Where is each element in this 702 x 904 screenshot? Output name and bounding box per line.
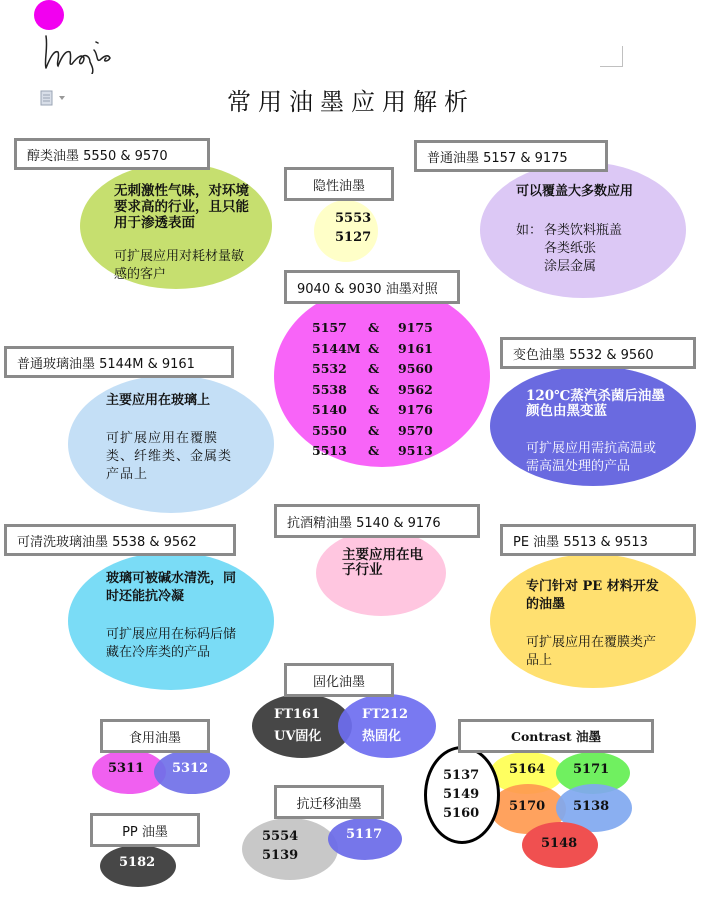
comparison-pair-row <box>312 318 433 339</box>
food-ink-code-1: 5311 <box>108 761 145 776</box>
contrast-code-5171: 5171 <box>573 762 610 777</box>
pair-code: 9570 <box>398 422 433 438</box>
label-ink-comparison: 9040 & 9030 油墨对照 <box>284 270 460 304</box>
comparison-pair-row <box>312 380 433 401</box>
hidden-ink-code-2: 5127 <box>335 230 372 245</box>
washable-glass-ink-desc: 玻璃可被碱水清洗，同时还能抗冷凝 <box>106 571 237 604</box>
contrast-code-5138: 5138 <box>573 799 610 814</box>
pair-code: 5140 <box>312 402 347 417</box>
migration-ink-code-1: 5554 <box>262 829 299 844</box>
pair-ampersand: & <box>368 402 380 417</box>
comparison-pair-row <box>312 359 433 380</box>
contrast-outline-code-3: 5160 <box>443 806 480 821</box>
general-ink-example-2: 各类纸张 <box>544 241 597 256</box>
imaje-signature-logo <box>38 28 124 74</box>
label-anti-migration-ink: 抗迁移油墨 <box>274 785 384 819</box>
glass-ink-desc: 主要应用在玻璃上 <box>106 393 211 408</box>
contrast-code-5170: 5170 <box>509 799 546 814</box>
label-color-change-ink: 变色油墨 5532 & 9560 <box>500 337 696 369</box>
color-change-ink-desc: 120℃蒸汽杀菌后油墨颜色由黑变蓝 <box>526 388 665 419</box>
label-food-ink: 食用油墨 <box>100 719 210 753</box>
pair-ampersand: & <box>368 443 380 458</box>
contrast-outline-code-2: 5149 <box>443 787 480 802</box>
pair-code: 5538 <box>312 381 347 397</box>
label-pe-ink: PE 油墨 5513 & 9513 <box>500 524 696 556</box>
alcohol-ink-desc: 无刺激性气味，对环境要求高的行业，且只能用于渗透表面 <box>114 183 249 231</box>
page-title: 常用油墨应用解析 <box>227 88 475 116</box>
general-ink-example-1: 各类饮料瓶盖 <box>544 223 623 238</box>
washable-glass-ink-ext: 可扩展应用在标码后储藏在冷库类的产品 <box>106 627 237 660</box>
pair-code: 5157 <box>312 320 347 335</box>
pe-ink-desc: 专门针对 PE 材料开发的油墨 <box>526 579 659 612</box>
migration-ink-code-2: 5139 <box>262 848 299 863</box>
contrast-code-5164: 5164 <box>509 762 546 777</box>
food-ink-code-2: 5312 <box>172 761 209 776</box>
pair-code: 5144M <box>312 340 361 356</box>
label-alcohol-ink: 醇类油墨 5550 & 9570 <box>14 138 210 170</box>
label-contrast-ink: Contrast 油墨 <box>458 719 654 753</box>
label-hidden-ink: 隐性油墨 <box>284 167 394 201</box>
pair-code: 5513 <box>312 443 347 458</box>
pair-code: 9513 <box>398 443 433 458</box>
label-general-ink: 普通油墨 5157 & 9175 <box>414 140 608 172</box>
pair-code: 9560 <box>398 361 433 376</box>
migration-ink-code-3: 5117 <box>346 827 383 842</box>
color-change-ink-ext: 可扩展应用需抗高温或需高温处理的产品 <box>526 441 657 474</box>
label-anti-alcohol-ink: 抗酒精油墨 5140 & 9176 <box>274 504 480 538</box>
pair-ampersand: & <box>368 320 380 335</box>
comparison-pair-row <box>312 339 433 360</box>
general-ink-desc: 可以覆盖大多数应用 <box>516 184 634 199</box>
label-glass-ink: 普通玻璃油墨 5144M & 9161 <box>4 346 234 378</box>
glass-ink-ext: 可扩展应用在覆膜类、纤维类、金属类产品上 <box>106 431 233 482</box>
contrast-outline-code-1: 5137 <box>443 768 480 783</box>
contrast-code-5148: 5148 <box>541 836 578 851</box>
page-corner-mark <box>600 46 623 67</box>
comparison-pair-row <box>312 441 433 462</box>
anti-alcohol-ink-desc: 主要应用在电子行业 <box>342 547 423 578</box>
general-ink-examples-prefix: 如： <box>516 223 543 238</box>
pair-ampersand: & <box>368 381 380 397</box>
comparison-pair-row <box>312 400 433 421</box>
label-washable-glass-ink: 可清洗玻璃油墨 5538 & 9562 <box>4 524 236 556</box>
hidden-ink-code-1: 5553 <box>335 211 372 226</box>
pair-code: 5532 <box>312 361 347 376</box>
ink-comparison-pairs <box>312 318 433 462</box>
pair-code: 9161 <box>398 340 433 356</box>
curing-heat-desc: 热固化 <box>362 729 402 744</box>
pe-ink-ext: 可扩展应用在覆膜类产品上 <box>526 635 657 668</box>
comparison-pair-row <box>312 421 433 442</box>
alcohol-ink-ext: 可扩展应用对耗材量敏感的客户 <box>114 249 245 282</box>
logo-dot <box>34 0 64 30</box>
pair-code: 9562 <box>398 381 433 397</box>
pair-code: 9176 <box>398 402 433 417</box>
pair-code: 5550 <box>312 422 347 438</box>
label-curing-ink: 固化油墨 <box>284 663 394 697</box>
pair-code: 9175 <box>398 320 433 335</box>
general-ink-example-3: 涂层金属 <box>544 259 597 274</box>
curing-uv-code: FT161 <box>274 707 321 722</box>
curing-heat-code: FT212 <box>362 707 409 722</box>
pair-ampersand: & <box>368 422 380 438</box>
pp-ink-code: 5182 <box>119 855 156 870</box>
curing-uv-desc: UV固化 <box>274 729 322 744</box>
pair-ampersand: & <box>368 361 380 376</box>
pair-ampersand: & <box>368 340 380 356</box>
label-pp-ink: PP 油墨 <box>90 813 200 847</box>
